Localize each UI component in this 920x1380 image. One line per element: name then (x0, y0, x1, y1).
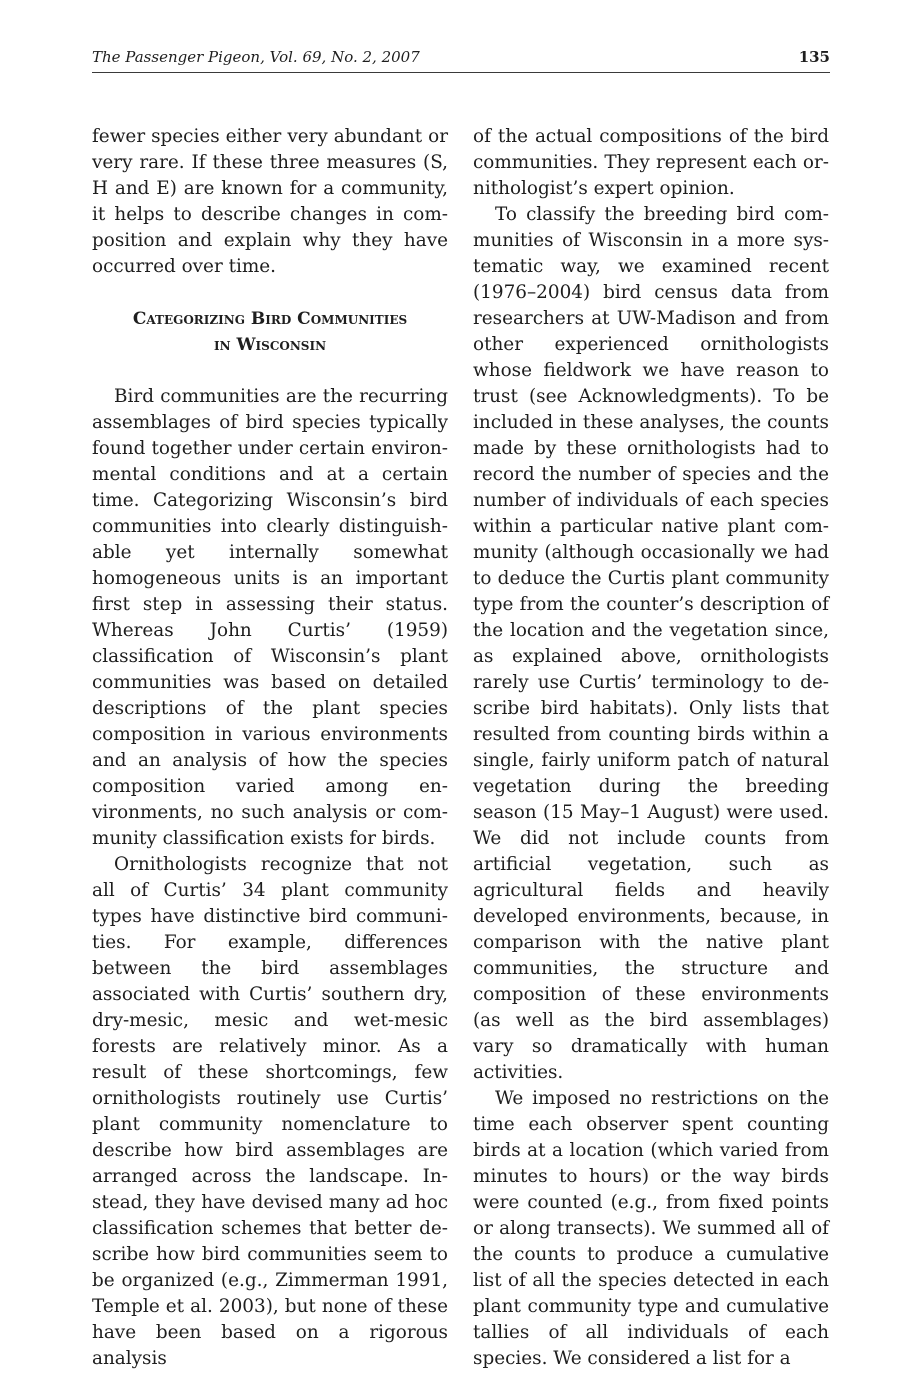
section-heading-line2: in Wisconsin (213, 335, 327, 355)
page-number: 135 (798, 48, 830, 66)
running-header (92, 48, 830, 73)
body-paragraph: Bird communities are the recurring assemblages of bird species typically found together under certain environmental conditions and at a certain time. Categorizing Wisconsin’s bird communities into clearly distinguishable yet internally somewhat homogeneous units is an important first step in assessing their status. Whereas John Curtis’ (1959) classification of Wisconsin’s plant communities was based on detailed descriptions of the plant species composition in various environments and an analysis of how the species composition varied among environments, no such analysis or community classification exists for birds. (92, 386, 448, 849)
body-paragraph: Ornithologists recognize that not all of Curtis’ 34 plant community types have distinctive bird communities. For example, differences between the bird assemblages associated with Curtis’ southern dry, dry-mesic, mesic and wet-mesic forests are relatively minor. As a result of these shortcomings, few ornithologists routinely use Curtis’ plant community nomenclature to describe how bird assemblages are arranged across the landscape. Instead, they have devised many ad hoc classification schemes that better describe how bird communities seem to be organized (e.g., Zimmerman 1991, Temple et al. 2003), but none of these have been based on a rigorous analysis (92, 854, 448, 1369)
journal-citation: The Passenger Pigeon, Vol. 69, No. 2, 2007 (92, 48, 420, 66)
section-heading (92, 306, 448, 358)
body-paragraph: We imposed no restrictions on the time each observer spent counting birds at a location (which varied from minutes to hours) or the way birds were counted (e.g., from fixed points or along transects). We summed all of the counts to produce a cumulative list of all the species detected in each plant community type and cumulative tallies of all individuals of each species. We considered a list for a (473, 1088, 829, 1369)
right-column (473, 124, 829, 1372)
intro-paragraph: fewer species either very abundant or very rare. If these three measures (S, H and E) are known for a community, it helps to describe changes in composition and explain why they have occurred over time. (92, 126, 448, 277)
body-paragraph: To classify the breeding bird communities of Wisconsin in a more systematic way, we examined recent (1976–2004) bird census data from researchers at UW-Madison and from other experienced ornithologists whose fieldwork we have reason to trust (see Acknowledgments). To be included in these analyses, the counts made by these ornithologists had to record the number of species and the number of individuals of each species within a particular native plant community (although occasionally we had to deduce the Curtis plant community type from the counter’s description of the location and the vegetation since, as explained above, ornithologists rarely use Curtis’ terminology to describe bird habitats). Only lists that resulted from counting birds within a single, fairly uniform patch of natural vegetation during the breeding season (15 May–1 August) were used. We did not include counts from artificial vegetation, such as agricultural fields and heavily developed environments, because, in comparison with the native plant communities, the structure and composition of these environments (as well as the bird assemblages) vary so dramatically with human activities. (473, 204, 829, 1083)
left-column (92, 124, 448, 1372)
section-heading-line1: Categorizing Bird Communities (132, 309, 408, 329)
continued-paragraph: of the actual compositions of the bird communities. They represent each ornithologist’s expert opinion. (473, 126, 829, 199)
